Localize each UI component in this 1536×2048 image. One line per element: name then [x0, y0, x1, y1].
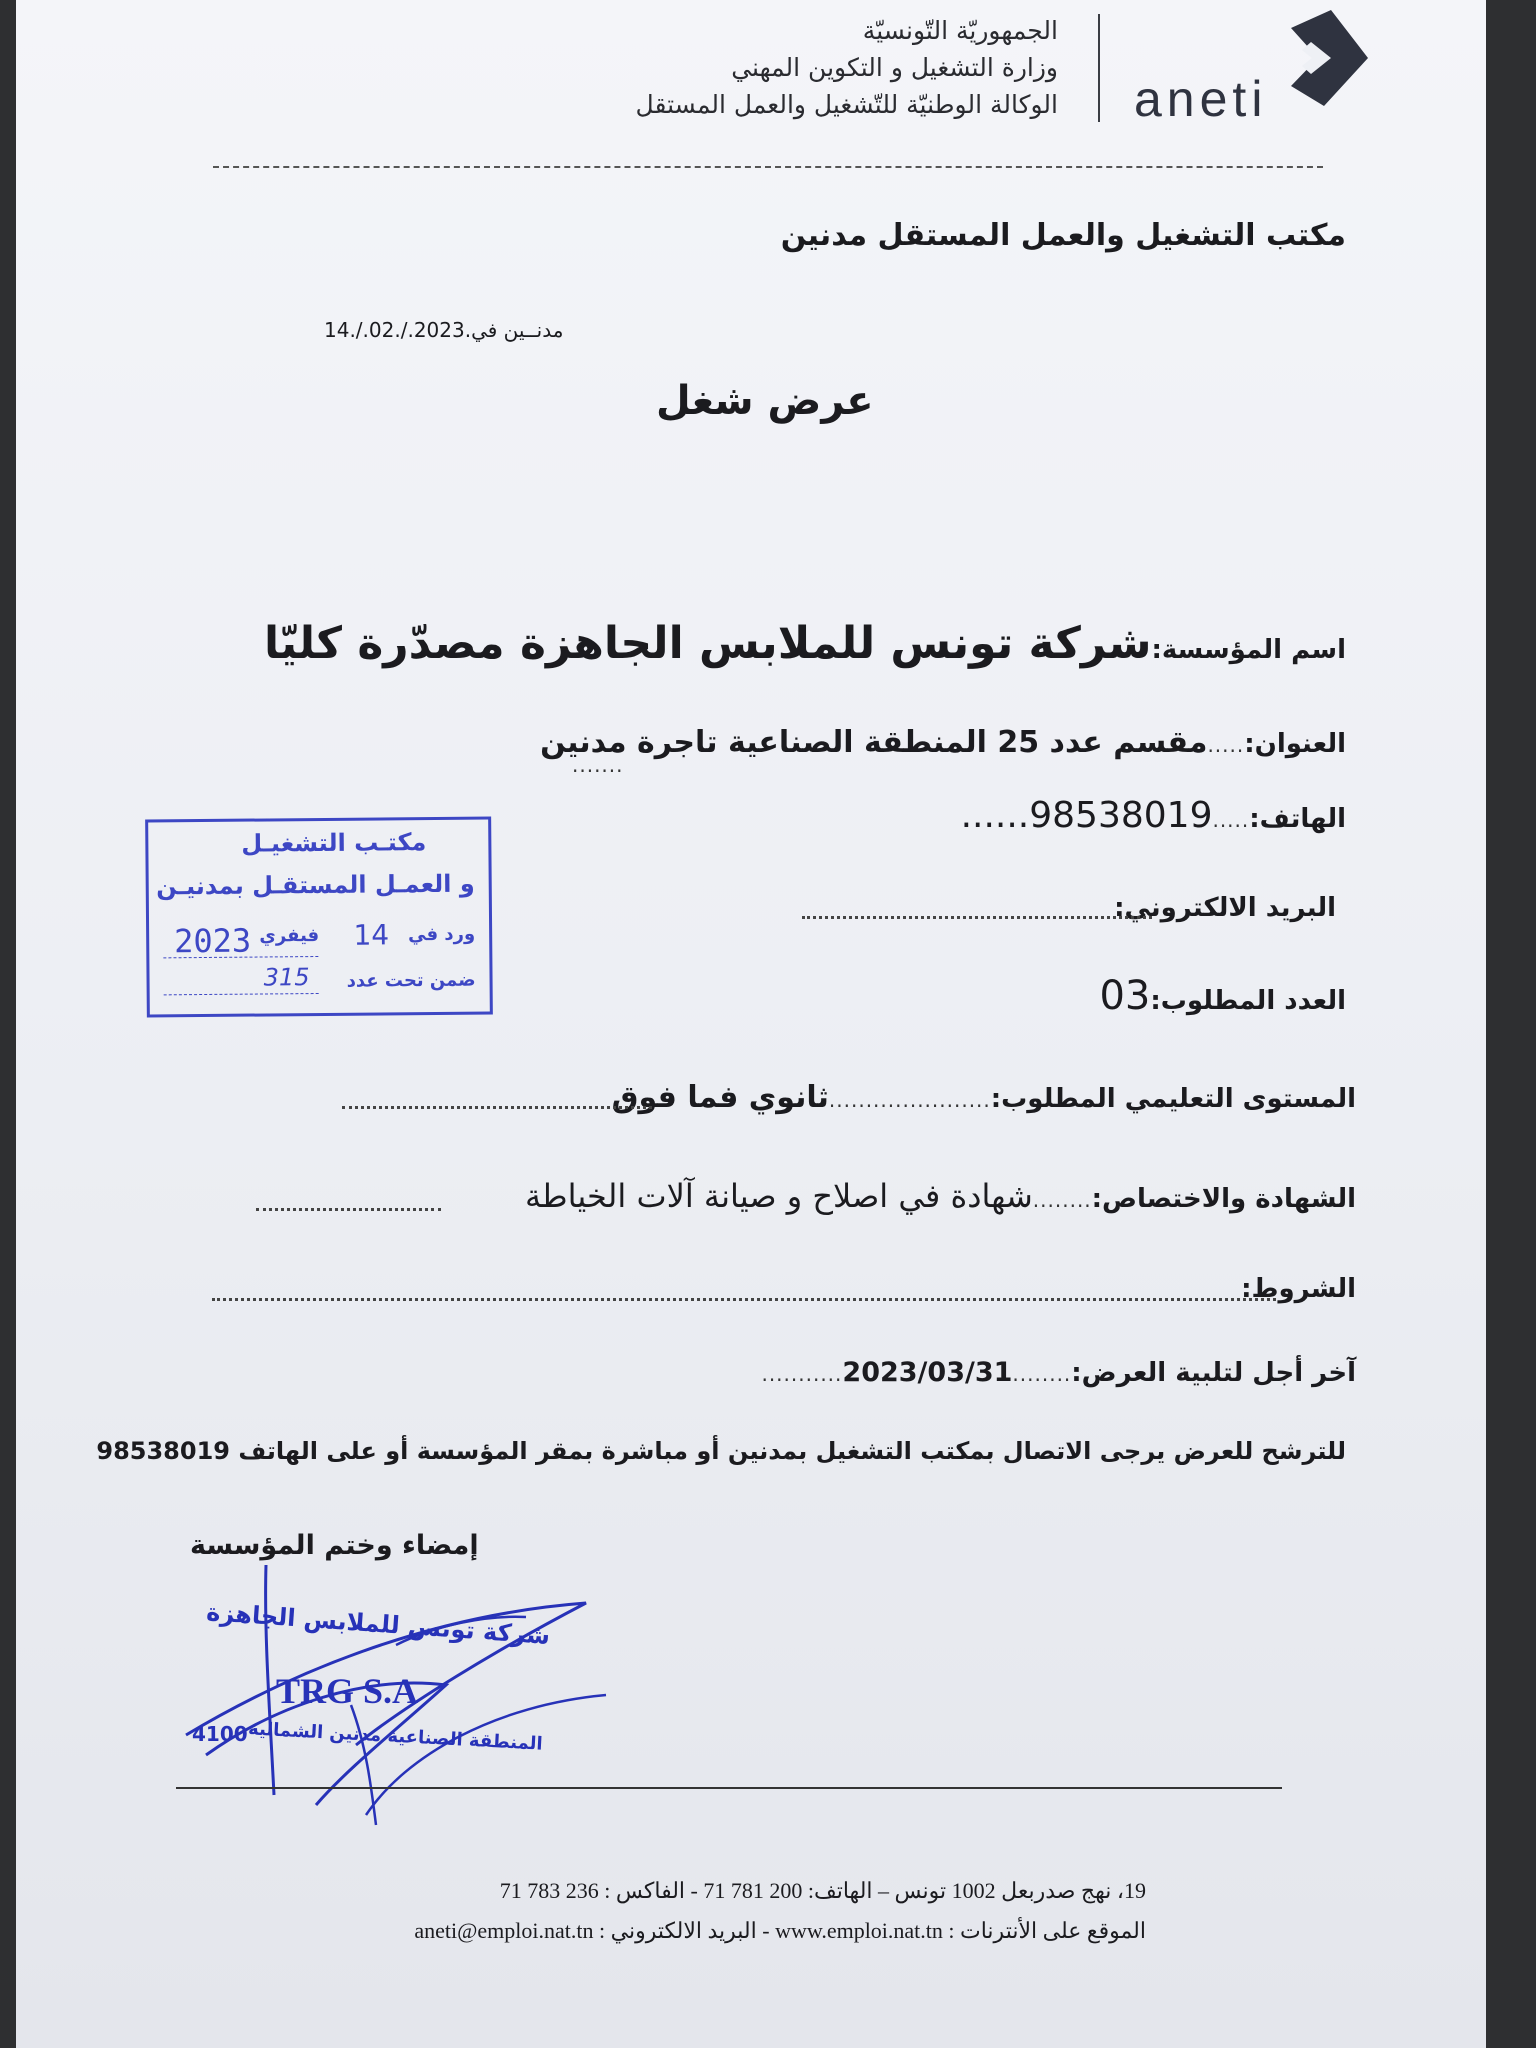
count-value: 03: [1099, 973, 1151, 1019]
header-divider: [1098, 14, 1100, 122]
dots: .......: [572, 753, 624, 777]
diploma-label: الشهادة والاختصاص:: [1091, 1184, 1356, 1214]
diploma-dotted-rule: [256, 1208, 441, 1211]
stamp-registered-label: ضمن تحت عدد: [346, 969, 476, 992]
conditions-label: الشروط:: [1241, 1274, 1356, 1304]
education-label: المستوى التعليمي المطلوب:: [990, 1084, 1356, 1114]
company-value: شركة تونس للملابس الجاهزة مصدّرة كليّا: [263, 618, 1152, 669]
dots: ...........: [761, 1362, 843, 1386]
field-count: [1099, 973, 1346, 1019]
dots: .....: [1207, 733, 1245, 757]
stamp-received-year: 2023: [173, 921, 252, 961]
dots: ......: [960, 795, 1030, 836]
phone-label: الهاتف:: [1249, 804, 1346, 834]
count-label: العدد المطلوب:: [1150, 986, 1346, 1016]
office-received-stamp: [145, 816, 493, 1017]
field-company: [264, 618, 1346, 669]
office-name: مكتب التشغيل والعمل المستقل مدنين: [780, 218, 1346, 253]
address-value: مقسم عدد 25 المنطقة الصناعية تاجرة مدنين: [540, 725, 1208, 760]
dots: .....: [1212, 808, 1250, 832]
stamp-registered-number: 315: [263, 963, 310, 992]
footer-web: الموقع على الأنترنات : www.emploi.nat.tn - البريد الالكتروني : aneti@emploi.nat.tn: [414, 1918, 1146, 1943]
dots: ......................: [828, 1088, 991, 1112]
stamp-received-day: 14: [353, 918, 390, 952]
diploma-value: شهادة في اصلاح و صيانة آلات الخياطة: [524, 1177, 1033, 1215]
email-dotted-rule: [802, 916, 1152, 919]
header-line-ministry: وزارة التشغيل و التكوين المهني: [731, 53, 1058, 82]
header-institution: [636, 12, 1058, 123]
field-phone: [961, 795, 1346, 836]
company-stamp-location: المنطقة الصناعية مدنين الشمالية: [247, 1718, 544, 1755]
field-deadline: [761, 1357, 1356, 1388]
company-label: اسم المؤسسة:: [1151, 635, 1346, 665]
contact-note: للترشح للعرض يرجى الاتصال بمكتب التشغيل بمدنين أو مباشرة بمقر المؤسسة أو على الهاتف 98538019: [96, 1437, 1346, 1465]
date-line: مدنــين في.2023./.02./.14: [324, 318, 564, 342]
conditions-dotted-rule: [212, 1298, 1276, 1301]
document-page: [16, 0, 1486, 2048]
signature-title: إمضاء وختم المؤسسة: [190, 1530, 479, 1561]
deadline-value: 2023/03/31: [842, 1357, 1013, 1388]
stamp-line-location: و العمـل المستقـل بمدنيـن: [156, 869, 475, 901]
logo-text: aneti: [1134, 71, 1268, 127]
dots: ........: [1032, 1188, 1092, 1212]
address-label: العنوان:: [1244, 729, 1346, 759]
signature-rule: [176, 1787, 1282, 1789]
field-diploma: [525, 1177, 1356, 1215]
deadline-label: آخر أجل لتلبية العرض:: [1071, 1358, 1356, 1388]
stamp-number-rule: [164, 993, 319, 995]
stamp-line-office: مكتـب التشغيـل: [241, 828, 427, 858]
header-dashed-divider: [213, 166, 1323, 168]
company-stamp-postcode: 4100: [192, 1722, 248, 1746]
handwritten-signature: [166, 1555, 626, 1835]
header-line-agency: الوكالة الوطنيّة للتّشغيل والعمل المستقل: [635, 90, 1058, 119]
stamp-received-label: ورد في: [408, 923, 476, 946]
document-title: عرض شغل: [656, 378, 874, 424]
phone-value: 98538019: [1029, 795, 1213, 836]
field-education: [612, 1080, 1356, 1115]
field-address: [540, 725, 1346, 760]
header-line-republic: الجمهوريّة التّونسيّة: [862, 16, 1058, 45]
footer-address: 19، نهج صدربعل 1002 تونس – الهاتف: 200 781 71 - الفاكس : 236 783 71: [499, 1878, 1146, 1903]
email-label: البريد الالكتروني:: [1114, 893, 1336, 923]
education-dotted-rule: [342, 1106, 652, 1109]
stamp-received-month: فيفري: [259, 924, 320, 947]
dots: ........: [1012, 1362, 1072, 1386]
education-value: ثانوي فما فوق: [611, 1080, 829, 1115]
company-stamp-name: TRG S.A: [276, 1671, 419, 1711]
company-stamp-name-ar: شركة تونس للملابس الجاهزة: [205, 1598, 552, 1650]
aneti-logo: [1126, 8, 1376, 128]
